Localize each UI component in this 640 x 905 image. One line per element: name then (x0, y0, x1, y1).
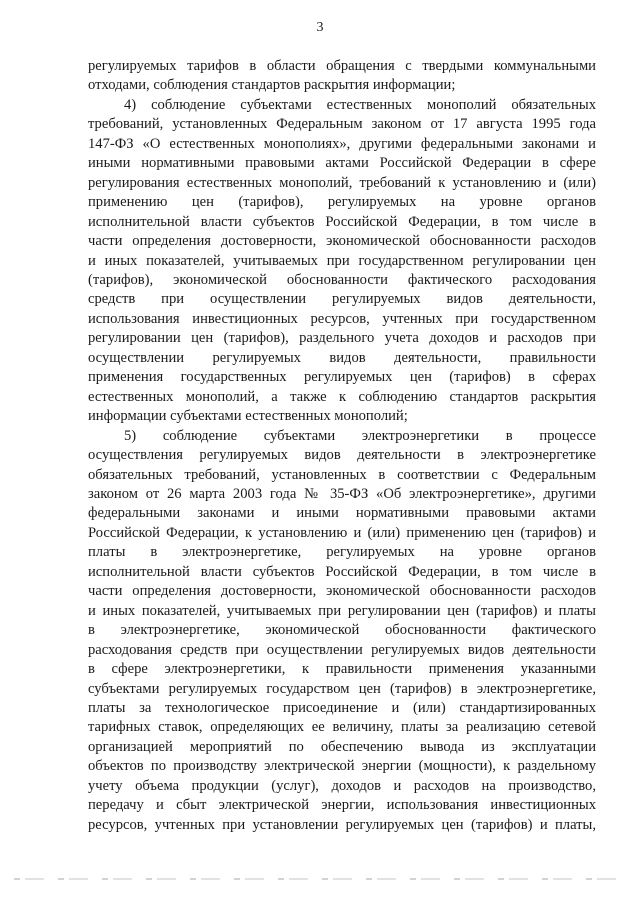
text-line: в электроэнергетике, экономической обоснованности фактического (88, 622, 596, 639)
text-line: 5) соблюдение субъектами электроэнергетики в процессе (124, 427, 596, 444)
text-line: 4) соблюдение субъектами естественных монополий обязательных (124, 96, 596, 113)
scan-edge-artifact (14, 878, 626, 880)
text-line: отходами, соблюдения стандартов раскрытия информации; (88, 77, 456, 94)
text-line: учету объема продукции (услуг), доходов и расходов на производство, (88, 777, 596, 794)
text-line: регулирования естественных монополий, требований к установлению и (или) (88, 174, 596, 191)
text-line: ресурсов, учтенных при установлении регулируемых цен (тарифов) и платы, (88, 816, 596, 833)
text-line: средств при осуществлении регулируемых видов деятельности, (88, 291, 596, 308)
text-line: обязательных требований, установленных в соответствии с Федеральным (88, 466, 596, 483)
text-line: применению цен (тарифов), регулируемых на уровне органов (88, 194, 596, 211)
text-line: осуществлении регулируемых видов деятельности, правильности (88, 349, 596, 366)
text-line: расходования средств при осуществлении регулируемых видов деятельности (88, 641, 596, 658)
text-line: 147-ФЗ «О естественных монополиях», другими федеральными законами и (88, 135, 596, 152)
text-line: применения государственных регулируемых цен (тарифов) в сферах (88, 369, 596, 386)
text-line: иными нормативными правовыми актами Российской Федерации в сфере (88, 155, 596, 172)
text-line: в сфере электроэнергетики, к правильности применения указанными (88, 661, 596, 678)
text-line: требований, установленных Федеральным законом от 17 августа 1995 года (88, 116, 596, 133)
text-line: объектов по производству электрической энергии (мощности), к раздельному (88, 758, 596, 775)
text-line: платы за технологическое присоединение и (или) стандартизированных (88, 699, 596, 716)
text-line: естественных монополий, а также к соблюдению стандартов раскрытия (88, 388, 596, 405)
document-body (88, 57, 596, 835)
page-number: 3 (316, 20, 324, 35)
text-line: организацией мероприятий по обеспечению вывода из эксплуатации (88, 738, 596, 755)
text-line: исполнительной власти субъектов Российской Федерации, в том числе в (88, 563, 596, 580)
text-line: и иных показателей, учитываемых при государственном регулировании цен (88, 252, 596, 269)
text-line: осуществления регулируемых видов деятельности в электроэнергетике (88, 447, 596, 464)
text-line: использования инвестиционных ресурсов, учтенных при государственном (88, 310, 596, 327)
text-line: регулируемых тарифов в области обращения с твердыми коммунальными (88, 58, 596, 74)
text-line: информации субъектами естественных монополий; (88, 408, 408, 425)
text-line: части определения достоверности, экономической обоснованности расходов (88, 233, 596, 250)
text-line: тарифных ставок, определяющих ее величину, платы за реализацию сетевой (88, 719, 596, 736)
text-line: федеральными законами и иными нормативными правовыми актами (88, 505, 596, 522)
text-line: исполнительной власти субъектов Российской Федерации, в том числе в (88, 213, 596, 230)
text-line: передачу и сбыт электрической энергии, использования инвестиционных (88, 797, 596, 814)
text-line: субъектами регулируемых государством цен (тарифов) в электроэнергетике, (88, 680, 596, 697)
text-line: законом от 26 марта 2003 года № 35-ФЗ «Об электроэнергетике», другими (88, 485, 596, 502)
text-line: платы в электроэнергетике, регулируемых на уровне органов (88, 544, 596, 561)
text-line: Российской Федерации, к установлению и (или) применению цен (тарифов) и (88, 524, 596, 541)
text-line: и иных показателей, учитываемых при регулировании цен (тарифов) и платы (88, 602, 596, 619)
text-line: (тарифов), экономической обоснованности фактического расходования (88, 271, 596, 288)
text-line: регулировании цен (тарифов), раздельного учета доходов и расходов при (88, 330, 596, 347)
text-line: части определения достоверности, экономической обоснованности расходов (88, 583, 596, 600)
